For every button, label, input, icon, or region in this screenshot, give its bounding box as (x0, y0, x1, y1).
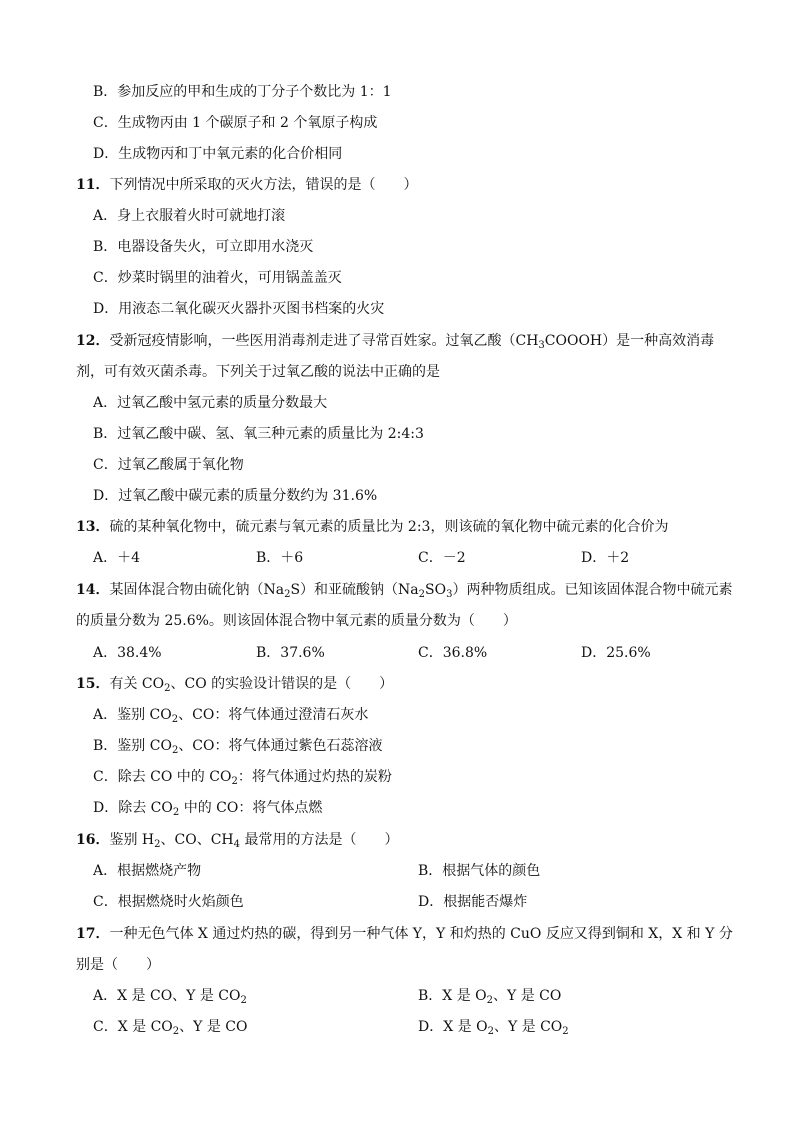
q14-stem-c: SO (425, 582, 447, 598)
q16-stem-a: 鉴别 H (109, 832, 155, 848)
q11-option-a: A．身上衣服着火时可就地打滚 (93, 208, 286, 224)
q13-option-a: A．＋4 (93, 550, 141, 566)
q15-a-sub: 2 (171, 714, 179, 725)
q12-stem-sub: 3 (538, 340, 545, 351)
q15-stem-a: 有关 CO (109, 676, 165, 692)
q12-option-d: D．过氧乙酸中碳元素的质量分数约为 31.6% (93, 488, 378, 504)
q16-stem-b: 、CO、CH (160, 832, 234, 848)
q16-option-a: A．根据燃烧产物 (93, 863, 202, 879)
q15-b-text2: 、CO：将气体通过紫色石蕊溶液 (178, 738, 383, 754)
q12-option-a: A．过氧乙酸中氢元素的质量分数最大 (93, 395, 328, 411)
q10-option-b: B．参加反应的甲和生成的丁分子个数比为 1：1 (93, 84, 392, 100)
q13-option-d: D．＋2 (581, 550, 630, 566)
q17-number: 17． (76, 926, 110, 942)
q14-option-a: A．38.4% (93, 645, 162, 661)
q16-number: 16． (76, 832, 110, 848)
q15-stem (76, 674, 393, 694)
q17-c-sub: 2 (172, 1026, 180, 1037)
q17-c-text2: 、Y 是 CO (179, 1019, 248, 1035)
q17-a-text: A．X 是 CO、Y 是 CO (93, 988, 241, 1004)
q15-option-d (93, 798, 322, 818)
q17-stem (76, 924, 733, 944)
q14-stem-b: S）和亚硫酸钠（Na (290, 582, 419, 598)
q16-stem (76, 830, 398, 850)
q17-d-sub: 2 (487, 1026, 494, 1037)
q14-stem-d: ）两种物质组成。已知该固体混合物中硫元素 (452, 582, 733, 598)
q12-stem-line2: 剂，可有效灭菌杀毒。下列关于过氧乙酸的说法中正确的是 (76, 364, 440, 380)
q17-stem-text: 一种无色气体 X 通过灼热的碳，得到另一种气体 Y，Y 和灼热的 CuO 反应又得到铜和 X，X 和 Y 分 (109, 926, 733, 942)
q12-stem-text-b: COOOH）是一种高效消毒 (544, 333, 715, 349)
q13-option-c: C．－2 (418, 550, 466, 566)
q15-option-c (93, 767, 392, 787)
q11-stem-text: 下列情况中所采取的灭火方法，错误的是（ ） (109, 177, 418, 193)
q17-option-c (93, 1017, 248, 1037)
q11-number: 11． (76, 177, 110, 193)
q16-option-b: B．根据气体的颜色 (418, 863, 541, 879)
q17-stem-line2: 别是（ ） (76, 957, 160, 973)
q14-option-c: C．36.8% (418, 645, 488, 661)
q11-option-b: B．电器设备失火，可立即用水浇灭 (93, 239, 314, 255)
q15-sub: 2 (164, 683, 171, 694)
q15-d-text: D．除去 CO (93, 800, 173, 816)
q14-sub3: 3 (446, 589, 453, 600)
q15-d-text2: 中的 CO：将气体点燃 (179, 800, 323, 816)
q11-option-c: C．炒菜时锅里的油着火，可用锅盖盖灭 (93, 270, 342, 286)
q14-option-b: B．37.6% (256, 645, 325, 661)
q14-number: 14． (76, 582, 110, 598)
q15-stem-b: 、CO 的实验设计错误的是（ ） (170, 676, 394, 692)
q15-b-sub: 2 (171, 745, 179, 756)
q17-option-b (418, 986, 561, 1006)
q16-stem-c: 最常用的方法是（ ） (240, 832, 399, 848)
q10-option-c: C．生成物丙由 1 个碳原子和 2 个氧原子构成 (93, 115, 378, 131)
q15-a-text: A．鉴别 CO (93, 707, 172, 723)
q11-option-d: D．用液态二氧化碳灭火器扑灭图书档案的火灾 (93, 301, 385, 317)
q13-option-b: B．＋6 (256, 550, 304, 566)
q17-d-sub2: 2 (562, 1026, 569, 1037)
q12-stem-text-a: 受新冠疫情影响，一些医用消毒剂走进了寻常百姓家。过氧乙酸（CH (109, 333, 539, 349)
q14-stem-line2: 的质量分数为 25.6%。则该固体混合物中氧元素的质量分数为（ ） (76, 613, 517, 629)
q17-option-d (418, 1017, 569, 1037)
q15-c-sub: 2 (231, 776, 238, 787)
q12-stem (76, 331, 714, 351)
q14-stem (76, 580, 732, 600)
q17-option-a (93, 986, 247, 1006)
q15-option-b (93, 736, 383, 756)
q16-sub1: 2 (154, 839, 161, 850)
q14-sub1: 2 (284, 589, 291, 600)
q17-b-text2: 、Y 是 CO (493, 988, 562, 1004)
q17-b-sub: 2 (486, 995, 494, 1006)
q14-stem-a: 某固体混合物由硫化钠（Na (109, 582, 285, 598)
q12-number: 12． (76, 333, 110, 349)
q15-number: 15． (76, 676, 110, 692)
q14-option-d: D．25.6% (581, 645, 651, 661)
q15-d-sub: 2 (172, 807, 180, 818)
q11-stem (76, 175, 417, 195)
q16-option-d: D．根据能否爆炸 (418, 894, 528, 910)
q15-c-text: C．除去 CO 中的 CO (93, 769, 232, 785)
q15-a-text2: 、CO：将气体通过澄清石灰水 (178, 707, 369, 723)
q15-c-text2: ：将气体通过灼热的炭粉 (237, 769, 392, 785)
q17-d-text: D．X 是 O (418, 1019, 488, 1035)
q13-stem (76, 517, 668, 537)
q14-sub2: 2 (418, 589, 426, 600)
q15-b-text: B．鉴别 CO (93, 738, 172, 754)
q16-option-c: C．根据燃烧时火焰颜色 (93, 894, 244, 910)
q10-option-d: D．生成物丙和丁中氧元素的化合价相同 (93, 146, 343, 162)
q13-number: 13． (76, 519, 110, 535)
q17-c-text: C．X 是 CO (93, 1019, 173, 1035)
q12-option-c: C．过氧乙酸属于氧化物 (93, 457, 244, 473)
q17-a-sub: 2 (240, 995, 247, 1006)
q17-b-text: B．X 是 O (418, 988, 487, 1004)
q16-sub2: 4 (233, 839, 241, 850)
q17-d-text2: 、Y 是 CO (493, 1019, 563, 1035)
q13-stem-text: 硫的某种氧化物中，硫元素与氧元素的质量比为 2:3，则该硫的氧化物中硫元素的化合价为 (109, 519, 669, 535)
q15-option-a (93, 705, 368, 725)
q12-option-b: B．过氧乙酸中碳、氢、氧三种元素的质量比为 2:4:3 (93, 426, 424, 442)
